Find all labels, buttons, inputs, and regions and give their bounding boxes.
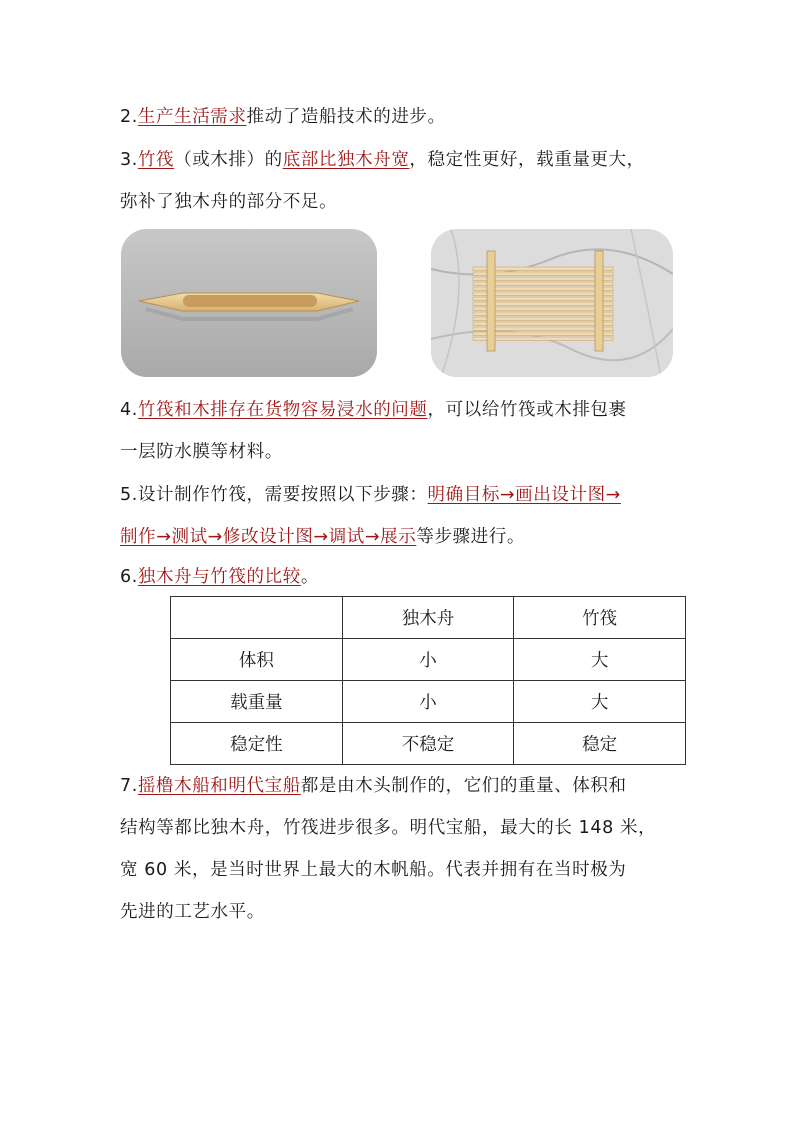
table-cell: 小 (342, 639, 514, 681)
table-cell: 体积 (171, 639, 343, 681)
comparison-table (170, 596, 686, 765)
highlight-text: 底部比独木舟宽 (282, 150, 410, 170)
highlight-text: 制作→测试→修改设计图→调试→展示 (120, 527, 417, 547)
body-text: 宽 60 米，是当时世界上最大的木帆船。代表并拥有在当时极为 (120, 860, 627, 880)
table-cell: 稳定性 (171, 723, 343, 765)
table-row (171, 681, 686, 723)
highlight-text: 摇橹木船和明代宝船 (137, 776, 301, 796)
body-text: 。 (300, 567, 319, 587)
item-number: 6. (120, 567, 138, 587)
table-header-cell: 独木舟 (342, 597, 514, 639)
body-text: 都是由木头制作的，它们的重量、体积和 (300, 776, 627, 796)
table-cell: 大 (514, 681, 686, 723)
table-header-row (171, 597, 686, 639)
body-text: ，稳定性更好，载重量更大， (409, 150, 645, 170)
bamboo-raft-image (431, 229, 673, 377)
table-cell: 不稳定 (342, 723, 514, 765)
body-text: 结构等都比独木舟，竹筏进步很多。明代宝船，最大的长 148 米， (120, 818, 657, 838)
item-3 (120, 139, 680, 223)
table-cell: 大 (514, 639, 686, 681)
item-5 (120, 474, 680, 558)
highlight-text: 独木舟与竹筏的比较 (137, 567, 301, 587)
item-2 (120, 96, 680, 138)
body-text: 先进的工艺水平。 (120, 902, 265, 922)
table-cell (171, 597, 343, 639)
item-number: 3. (120, 150, 138, 170)
table-row (171, 723, 686, 765)
item-number: 7. (120, 776, 138, 796)
bamboo-raft-model-photo (431, 229, 673, 377)
body-text: 一层防水膜等材料。 (120, 442, 283, 462)
item-4 (120, 389, 680, 473)
body-text: （或木排）的 (174, 150, 283, 170)
body-text: 推动了造船技术的进步。 (246, 107, 446, 127)
body-text: 等步骤进行。 (416, 527, 525, 547)
item-6 (120, 556, 680, 598)
canoe-model-photo (121, 229, 377, 377)
body-text: ，可以给竹筏或木排包裹 (427, 400, 627, 420)
table-header-cell: 竹筏 (514, 597, 686, 639)
body-text: 设计制作竹筏，需要按照以下步骤： (137, 485, 428, 505)
item-number: 4. (120, 400, 138, 420)
item-7 (120, 765, 680, 933)
highlight-text: 明确目标→画出设计图→ (427, 485, 621, 505)
canoe-model-image (121, 229, 377, 377)
table-cell: 小 (342, 681, 514, 723)
highlight-text: 竹筏和木排存在货物容易浸水的问题 (137, 400, 428, 420)
item-number: 5. (120, 485, 138, 505)
item-number: 2. (120, 107, 138, 127)
table-row (171, 639, 686, 681)
body-text: 弥补了独木舟的部分不足。 (120, 192, 338, 212)
table-cell: 稳定 (514, 723, 686, 765)
highlight-text: 竹筏 (137, 150, 175, 170)
highlight-text: 生产生活需求 (137, 107, 247, 127)
table-cell: 载重量 (171, 681, 343, 723)
